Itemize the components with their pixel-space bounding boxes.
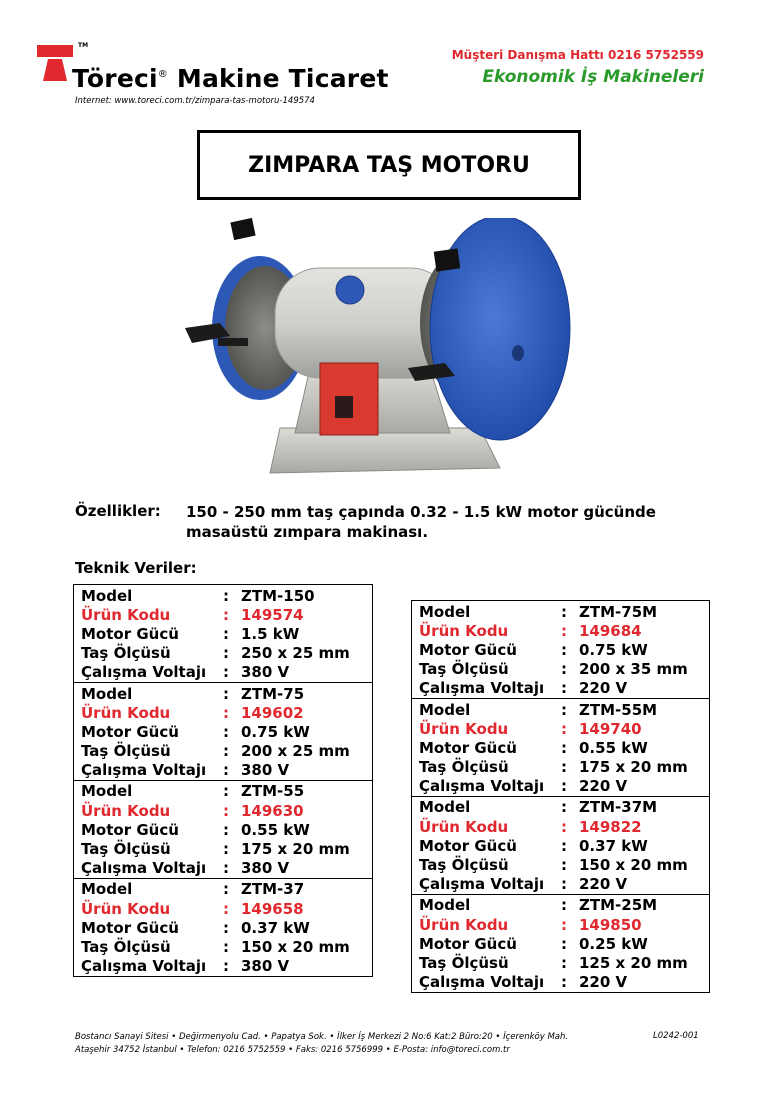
colon: : <box>561 700 567 719</box>
brand-rest: Makine Ticaret <box>176 64 389 93</box>
colon: : <box>561 798 567 817</box>
spec-block <box>74 585 372 682</box>
spec-motor-power-row <box>81 624 372 643</box>
spec-voltage-value: 220 V <box>579 777 628 796</box>
spec-voltage-row <box>81 761 372 780</box>
colon: : <box>223 722 229 741</box>
customer-hotline: Müşteri Danışma Hattı 0216 5752559 <box>451 48 704 62</box>
spec-motor-power-row <box>419 738 709 757</box>
spec-voltage-label: Çalışma Voltajı <box>419 679 545 698</box>
spec-model-label: Model <box>419 602 471 621</box>
spec-product-code-value: 149658 <box>241 899 304 918</box>
spec-stone-size-row <box>81 937 372 956</box>
spec-stone-size-row <box>419 758 709 777</box>
footer-line-2: Ataşehir 34752 İstanbul • Telefon: 0216 5752559 • Faks: 0216 5756999 • E-Posta: info@toreci.com.tr <box>75 1045 510 1055</box>
spec-motor-power-value: 0.55 kW <box>579 738 648 757</box>
colon: : <box>561 660 567 679</box>
colon: : <box>223 663 229 682</box>
spec-product-code-row <box>81 801 372 820</box>
footer-address <box>75 1031 568 1057</box>
spec-voltage-label: Çalışma Voltajı <box>419 875 545 894</box>
colon: : <box>223 880 229 899</box>
spec-motor-power-row <box>419 934 709 953</box>
spec-motor-power-label: Motor Gücü <box>419 934 517 953</box>
spec-stone-size-row <box>419 855 709 874</box>
product-title-box <box>197 130 581 200</box>
colon: : <box>561 640 567 659</box>
colon: : <box>561 679 567 698</box>
spec-stone-size-value: 125 x 20 mm <box>579 953 688 972</box>
product-url: Internet: www.toreci.com.tr/zimpara-tas-motoru-149574 <box>75 96 315 106</box>
spec-product-code-label: Ürün Kodu <box>419 915 509 934</box>
spec-model-row <box>419 896 709 915</box>
colon: : <box>223 937 229 956</box>
spec-voltage-row <box>419 777 709 796</box>
spec-model-row <box>81 880 372 899</box>
spec-motor-power-value: 0.75 kW <box>241 722 310 741</box>
colon: : <box>561 973 567 992</box>
spec-product-code-row <box>81 899 372 918</box>
registered-mark: ® <box>157 69 168 80</box>
colon: : <box>223 820 229 839</box>
company-name <box>72 64 389 93</box>
features-text: 150 - 250 mm taş çapında 0.32 - 1.5 kW motor gücünde masaüstü zımpara makinası. <box>186 503 656 541</box>
spec-product-code-value: 149602 <box>241 703 304 722</box>
spec-model-value: ZTM-55 <box>241 782 305 801</box>
spec-stone-size-label: Taş Ölçüsü <box>81 644 171 663</box>
spec-block <box>74 682 372 780</box>
spec-model-row <box>419 798 709 817</box>
spec-product-code-row <box>81 605 372 624</box>
colon: : <box>223 742 229 761</box>
spec-model-label: Model <box>81 684 133 703</box>
technical-data-label: Teknik Veriler: <box>75 559 197 577</box>
spec-motor-power-value: 0.37 kW <box>241 918 310 937</box>
spec-block <box>412 601 709 698</box>
spec-product-code-label: Ürün Kodu <box>419 817 509 836</box>
spec-motor-power-value: 0.37 kW <box>579 836 648 855</box>
spec-stone-size-value: 150 x 20 mm <box>579 856 688 875</box>
colon: : <box>561 777 567 796</box>
colon: : <box>223 782 229 801</box>
colon: : <box>223 801 229 820</box>
spec-model-value: ZTM-150 <box>241 586 315 605</box>
spec-voltage-value: 380 V <box>241 761 290 780</box>
spec-product-code-label: Ürün Kodu <box>81 605 171 624</box>
spec-voltage-value: 220 V <box>579 973 628 992</box>
colon: : <box>561 915 567 934</box>
colon: : <box>223 918 229 937</box>
spec-product-code-label: Ürün Kodu <box>419 621 509 640</box>
trademark-symbol: TM <box>78 42 89 49</box>
company-slogan: Ekonomik İş Makineleri <box>482 67 704 87</box>
spec-stone-size-label: Taş Ölçüsü <box>81 840 171 859</box>
spec-voltage-label: Çalışma Voltajı <box>81 663 207 682</box>
spec-model-label: Model <box>419 700 471 719</box>
spec-model-value: ZTM-25M <box>579 896 658 915</box>
spec-voltage-row <box>419 973 709 992</box>
spec-motor-power-label: Motor Gücü <box>419 836 517 855</box>
spec-motor-power-value: 0.25 kW <box>579 934 648 953</box>
spec-voltage-row <box>81 663 372 682</box>
spec-motor-power-value: 0.55 kW <box>241 820 310 839</box>
product-title: ZIMPARA TAŞ MOTORU <box>248 152 530 178</box>
brand-name: Töreci <box>72 64 158 93</box>
colon: : <box>223 703 229 722</box>
colon: : <box>223 624 229 643</box>
document-code: L0242-001 <box>653 1031 699 1041</box>
spec-stone-size-label: Taş Ölçüsü <box>419 758 509 777</box>
spec-table-left <box>73 584 373 977</box>
spec-model-value: ZTM-75 <box>241 684 305 703</box>
spec-product-code-row <box>419 915 709 934</box>
spec-voltage-value: 380 V <box>241 663 290 682</box>
spec-model-value: ZTM-75M <box>579 602 658 621</box>
spec-product-code-value: 149740 <box>579 719 642 738</box>
spec-stone-size-value: 175 x 20 mm <box>241 840 350 859</box>
spec-stone-size-value: 200 x 35 mm <box>579 660 688 679</box>
spec-model-row <box>81 586 372 605</box>
spec-voltage-label: Çalışma Voltajı <box>81 859 207 878</box>
spec-product-code-value: 149822 <box>579 817 642 836</box>
spec-product-code-value: 149574 <box>241 605 304 624</box>
spec-motor-power-row <box>81 918 372 937</box>
colon: : <box>561 817 567 836</box>
spec-voltage-label: Çalışma Voltajı <box>81 957 207 976</box>
spec-model-row <box>81 782 372 801</box>
spec-voltage-value: 220 V <box>579 679 628 698</box>
spec-stone-size-value: 250 x 25 mm <box>241 644 350 663</box>
spec-stone-size-label: Taş Ölçüsü <box>81 742 171 761</box>
bench-grinder-image <box>180 218 590 488</box>
spec-motor-power-label: Motor Gücü <box>81 722 179 741</box>
spec-model-label: Model <box>81 586 133 605</box>
spec-voltage-value: 220 V <box>579 875 628 894</box>
spec-motor-power-row <box>81 820 372 839</box>
colon: : <box>561 719 567 738</box>
spec-voltage-label: Çalışma Voltajı <box>419 973 545 992</box>
spec-motor-power-label: Motor Gücü <box>419 738 517 757</box>
colon: : <box>223 957 229 976</box>
spec-stone-size-row <box>81 839 372 858</box>
colon: : <box>223 605 229 624</box>
spec-product-code-value: 149850 <box>579 915 642 934</box>
spec-model-label: Model <box>81 782 133 801</box>
spec-block <box>412 698 709 796</box>
colon: : <box>561 621 567 640</box>
spec-product-code-value: 149630 <box>241 801 304 820</box>
spec-product-code-label: Ürün Kodu <box>81 899 171 918</box>
spec-block <box>412 894 709 992</box>
spec-product-code-row <box>81 703 372 722</box>
spec-product-code-value: 149684 <box>579 621 642 640</box>
spec-motor-power-label: Motor Gücü <box>81 820 179 839</box>
colon: : <box>561 896 567 915</box>
spec-model-label: Model <box>419 798 471 817</box>
spec-stone-size-value: 175 x 20 mm <box>579 758 688 777</box>
spec-stone-size-value: 200 x 25 mm <box>241 742 350 761</box>
colon: : <box>561 738 567 757</box>
colon: : <box>561 953 567 972</box>
colon: : <box>561 875 567 894</box>
spec-voltage-value: 380 V <box>241 957 290 976</box>
spec-model-value: ZTM-37M <box>579 798 658 817</box>
colon: : <box>561 856 567 875</box>
spec-voltage-label: Çalışma Voltajı <box>419 777 545 796</box>
spec-table-right <box>411 600 710 993</box>
spec-voltage-row <box>81 859 372 878</box>
spec-block <box>412 796 709 894</box>
spec-product-code-label: Ürün Kodu <box>81 703 171 722</box>
spec-stone-size-label: Taş Ölçüsü <box>419 856 509 875</box>
spec-stone-size-row <box>81 644 372 663</box>
spec-stone-size-value: 150 x 20 mm <box>241 937 350 956</box>
spec-stone-size-row <box>419 660 709 679</box>
spec-voltage-label: Çalışma Voltajı <box>81 761 207 780</box>
spec-voltage-row <box>419 679 709 698</box>
spec-model-value: ZTM-55M <box>579 700 658 719</box>
colon: : <box>223 840 229 859</box>
spec-motor-power-label: Motor Gücü <box>81 918 179 937</box>
spec-block <box>74 780 372 878</box>
spec-model-value: ZTM-37 <box>241 880 305 899</box>
spec-stone-size-label: Taş Ölçüsü <box>419 953 509 972</box>
spec-motor-power-row <box>419 836 709 855</box>
spec-model-row <box>81 684 372 703</box>
spec-motor-power-row <box>419 640 709 659</box>
spec-block <box>74 878 372 976</box>
colon: : <box>223 859 229 878</box>
spec-motor-power-row <box>81 722 372 741</box>
spec-stone-size-label: Taş Ölçüsü <box>419 660 509 679</box>
spec-stone-size-row <box>419 953 709 972</box>
spec-model-label: Model <box>81 880 133 899</box>
colon: : <box>223 644 229 663</box>
colon: : <box>223 899 229 918</box>
colon: : <box>561 836 567 855</box>
spec-product-code-label: Ürün Kodu <box>419 719 509 738</box>
colon: : <box>561 758 567 777</box>
company-logo <box>37 45 73 81</box>
spec-product-code-label: Ürün Kodu <box>81 801 171 820</box>
spec-product-code-row <box>419 817 709 836</box>
footer-line-1: Bostancı Sanayi Sitesi • Değirmenyolu Cad. • Papatya Sok. • İlker İş Merkezi 2 No:6 Kat:2 Büro:20 • İçerenköy Mah. <box>75 1032 569 1042</box>
spec-product-code-row <box>419 621 709 640</box>
colon: : <box>223 761 229 780</box>
spec-motor-power-value: 1.5 kW <box>241 624 300 643</box>
features-label: Özellikler: <box>75 502 161 520</box>
colon: : <box>561 934 567 953</box>
spec-motor-power-value: 0.75 kW <box>579 640 648 659</box>
spec-voltage-value: 380 V <box>241 859 290 878</box>
spec-stone-size-row <box>81 742 372 761</box>
spec-model-label: Model <box>419 896 471 915</box>
spec-voltage-row <box>419 875 709 894</box>
spec-model-row <box>419 602 709 621</box>
colon: : <box>223 586 229 605</box>
spec-model-row <box>419 700 709 719</box>
colon: : <box>223 684 229 703</box>
spec-motor-power-label: Motor Gücü <box>419 640 517 659</box>
spec-stone-size-label: Taş Ölçüsü <box>81 937 171 956</box>
spec-product-code-row <box>419 719 709 738</box>
spec-motor-power-label: Motor Gücü <box>81 624 179 643</box>
colon: : <box>561 602 567 621</box>
spec-voltage-row <box>81 957 372 976</box>
